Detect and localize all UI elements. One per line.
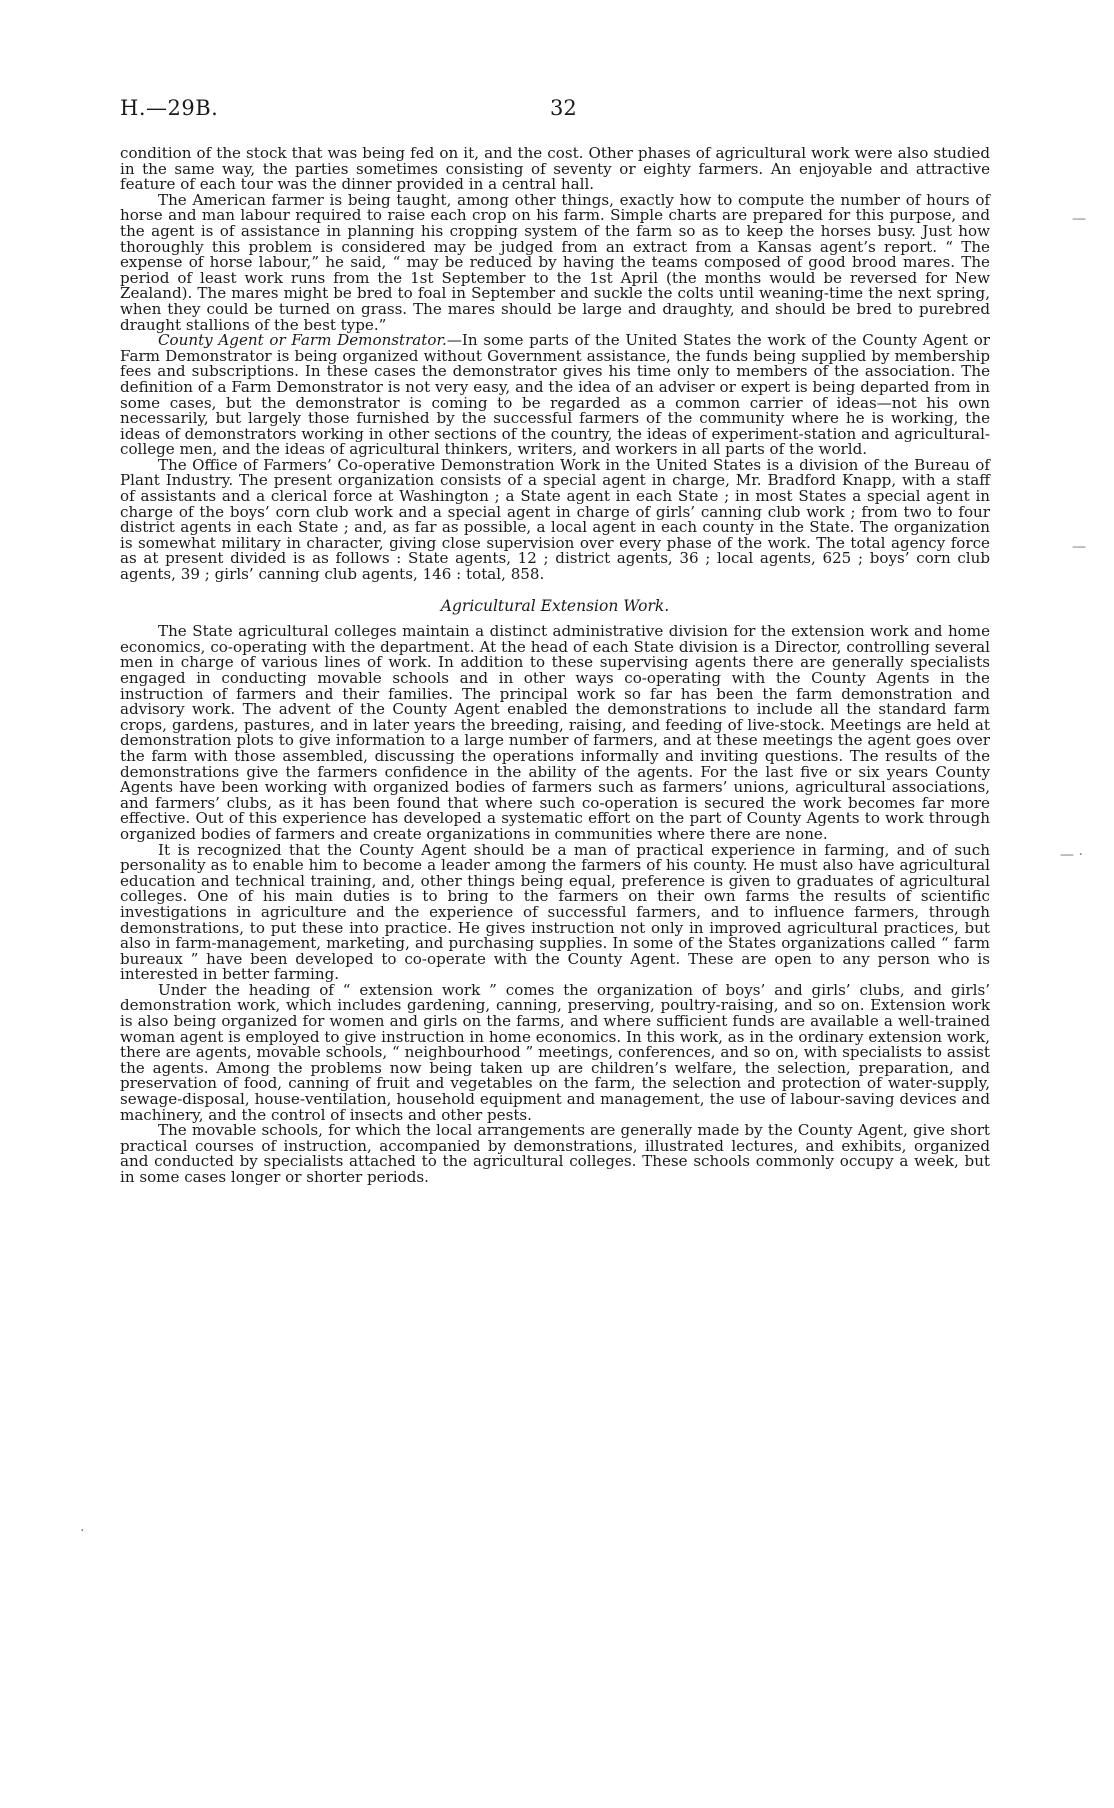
paragraph: condition of the stock that was being fed on it, and the cost. Other phases of agricultural work were also studied in the same way, the parties sometimes consisting of seventy or eighty farmers. An enjoyable and attractive feature of each tour was the dinner provided in a central hall. <box>120 144 990 194</box>
margin-dash-mark: — <box>1072 211 1086 227</box>
document-reference: H.—29B. <box>120 96 219 120</box>
paragraph: It is recognized that the County Agent should be a man of practical experience in farming, and of such personality as to enable him to become a leader among the farmers of his county. He must also have agricultural education and technical training, and, other things being equal, preference is given to graduates of agricultural colleges. One of his main duties is to bring to the farmers on their own farms the results of scientific investigations in agriculture and the experience of successful farmers, and to influence farmers, through demonstrations, to put these into practice. He gives instruction not only in improved agricultural practices, but also in farm-management, marketing, and purchasing supplies. In some of the States organizations called “ farm bureaux ” have been developed to co-operate with the County Agent. These are open to any person who is interested in better farming. <box>120 840 990 984</box>
paragraph <box>120 333 990 458</box>
margin-dash-mark: — <box>1072 539 1086 555</box>
paragraph-text: —In some parts of the United States the work of the County Agent or Farm Demonstrator is being organized without Government assistance, the funds being supplied by membership fees and subscriptions. In these cases the demonstrator gives his time only to members of the association. The definition of a Farm Demonstrator is not very easy, and the idea of an adviser or expert is being departed from in some cases, but the demonstrator is coming to be regarded as a common carrier of ideas—not his own necessarily, but largely those furnished by the successful farmers of the community where he is working, the ideas of demonstrators working in other sections of the country, the ideas of experiment-station and agricultural-college men, and the ideas of agricultural thinkers, writers, and workers in all parts of the world. <box>120 331 991 459</box>
page-header <box>120 96 996 126</box>
body-text <box>120 146 990 1186</box>
paragraph: The State agricultural colleges maintain a distinct administrative division for the extension work and home economics, co-operating with the department. At the head of each State division is a Director, controlling several men in charge of various lines of work. In addition to these supervising agents there are generally specialists engaged in conducting movable schools and in other ways co-operating with the County Agents in the instruction of farmers and their families. The principal work so far has been the farm demonstration and advisory work. The advent of the County Agent enabled the demonstrations to include all the standard farm crops, gardens, pastures, and in later years the breeding, raising, and feeding of live-stock. Meetings are held at demonstration plots to give information to a large number of farmers, and at these meetings the agent goes over the farm with those assembled, discussing the operations informally and inviting questions. The results of the demonstrations give the farmers confidence in the ability of the agents. For the last five or six years County Agents have been working with organized bodies of farmers such as farmers’ unions, agricultural associations, and farmers’ clubs, as it has been found that where such co-operation is secured the work becomes far more effective. Out of this experience has developed a systematic effort on the part of County Agents to work through organized bodies of farmers and create organizations in communities where there are none. <box>120 622 990 843</box>
paragraph: The Office of Farmers’ Co-operative Demonstration Work in the United States is a division of the Bureau of Plant Industry. The present organization consists of a special agent in charge, Mr. Bradford Knapp, with a staff of assistants and a clerical force at Washington ; a State agent in each State ; in most States a special agent in charge of the boys’ corn club work and a special agent in charge of girls’ canning club work ; from two to four district agents in each State ; and, as far as possible, a local agent in each county in the State. The organization is somewhat military in character, giving close supervision over every phase of the work. The total agency force as at present divided is as follows : State agents, 12 ; district agents, 36 ; local agents, 625 ; boys’ corn club agents, 39 ; girls’ canning club agents, 146 : total, 858. <box>120 455 990 584</box>
margin-dot-mark: · <box>80 1523 85 1539</box>
paragraph: Under the heading of “ extension work ” comes the organization of boys’ and girls’ clubs, and girls’ demonstration work, which includes gardening, canning, preserving, poultry-raising, and so on. Extension work is also being organized for women and girls on the farms, and where sufficient funds are available a well-trained woman agent is employed to give instruction in home economics. In this work, as in the ordinary extension work, there are agents, movable schools, “ neighbourhood ” meetings, conferences, and so on, with specialists to assist the agents. Among the problems now being taken up are children’s welfare, the selection, preparation, and preservation of food, canning of fruit and vegetables on the farm, the selection and protection of water-supply, sewage-disposal, house-ventilation, household equipment and management, the use of labour-saving devices and machinery, and the control of insects and other pests. <box>120 980 990 1124</box>
paragraph-run-in-heading: County Agent or Farm Demonstrator. <box>158 331 447 350</box>
paragraph: The movable schools, for which the local arrangements are generally made by the County Agent, give short practical courses of instruction, accompanied by demonstrations, illustrated lectures, and exhibits, organized and conducted by specialists attached to the agricultural colleges. These schools commonly occupy a week, but in some cases longer or shorter periods. <box>120 1121 990 1186</box>
section-heading: Agricultural Extension Work. <box>440 596 670 615</box>
page-number: 32 <box>550 96 577 120</box>
margin-dash-mark: — · <box>1060 847 1083 863</box>
paragraph: The American farmer is being taught, among other things, exactly how to compute the number of hours of horse and man labour required to raise each crop on his farm. Simple charts are prepared for this purpose, and the agent is of assistance in planning his cropping system of the farm so as to keep the horses busy. Just how thoroughly this problem is considered may be judged from an extract from a Kansas agent’s report. “ The expense of horse labour,” he said, “ may be reduced by having the teams composed of good brood mares. The period of least work runs from the 1st September to the 1st April (the months would be reversed for New Zealand). The mares might be bred to foal in September and suckle the colts until weaning-time the next spring, when they could be turned on grass. The mares should be large and draughty, and should be bred to purebred draught stallions of the best type.” <box>120 190 990 334</box>
